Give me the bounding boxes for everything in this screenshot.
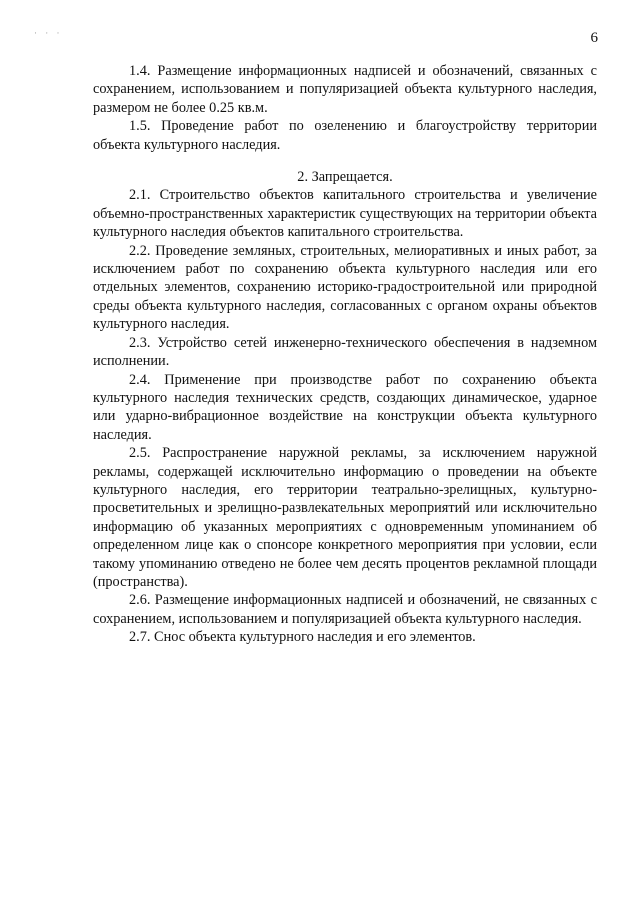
- list-item: [93, 186, 597, 241]
- list-item: [93, 334, 597, 371]
- item-number: 1.5.: [129, 118, 151, 135]
- item-text: Размещение информационных надписей и обозначений, связанных с сохранением, использованием и популяризацией объекта культурного наследия, размером не более 0.25 кв.м.: [93, 63, 597, 116]
- item-text: Устройство сетей инженерно-технического обеспечения в надземном исполнении.: [93, 334, 597, 370]
- section-heading: 2. Запрещается.: [297, 169, 393, 186]
- list-item: [93, 628, 597, 646]
- item-text: Применение при производстве работ по сохранению объекта культурного наследия технических средств, создающих динамическое, ударное или ударно-вибрационное воздействие на конструкции объекта культурного наследия.: [93, 371, 597, 443]
- list-item: [93, 591, 597, 628]
- item-text: Проведение земляных, строительных, мелиоративных и иных работ, за исключением работ по сохранению объекта культурного наследия или его отдельных элементов, сохранению историко-градостроительной или природной среды объекта культурного наследия, согласованных с органом охраны объектов культурного наследия.: [93, 242, 597, 333]
- document-body: [93, 62, 597, 647]
- item-text: Снос объекта культурного наследия и его элементов.: [154, 629, 476, 646]
- item-number: 2.7.: [129, 629, 151, 646]
- item-number: 2.4.: [129, 371, 151, 388]
- list-item: [93, 242, 597, 334]
- list-item: [93, 371, 597, 445]
- item-number: 2.1.: [129, 187, 151, 204]
- list-item: [93, 62, 597, 117]
- item-text: Размещение информационных надписей и обозначений, не связанных с сохранением, использованием и популяризацией объекта культурного наследия.: [93, 592, 597, 627]
- page-number: 6: [590, 30, 598, 46]
- item-text: Строительство объектов капитального строительства и увеличение объемно-пространственных характеристик существующих на территории объекта культурного наследия объектов капитального строительства.: [93, 187, 597, 241]
- scan-mark: · · ·: [34, 28, 63, 38]
- item-number: 1.4.: [129, 63, 151, 79]
- list-item: [93, 444, 597, 591]
- item-number: 2.5.: [129, 445, 151, 462]
- item-text: Распространение наружной рекламы, за исключением наружной рекламы, содержащей исключительно информацию о проведении на объекте культурного наследия, его территории театрально-зрелищных, культурно-просветительных и зрелищно-развлекательных мероприятий или исключительно информацию об указанных мероприятиях с одновременным упоминанием об определенном лице как о спонсоре конкретного мероприятия при условии, если такому упоминанию отведено не более чем десять процентов рекламной площади (пространства).: [93, 445, 597, 590]
- item-number: 2.6.: [129, 592, 151, 609]
- list-item: [93, 117, 597, 154]
- item-text: Проведение работ по озеленению и благоустройству территории объекта культурного наследия.: [93, 118, 598, 153]
- item-number: 2.3.: [129, 334, 151, 351]
- item-number: 2.2.: [129, 242, 151, 259]
